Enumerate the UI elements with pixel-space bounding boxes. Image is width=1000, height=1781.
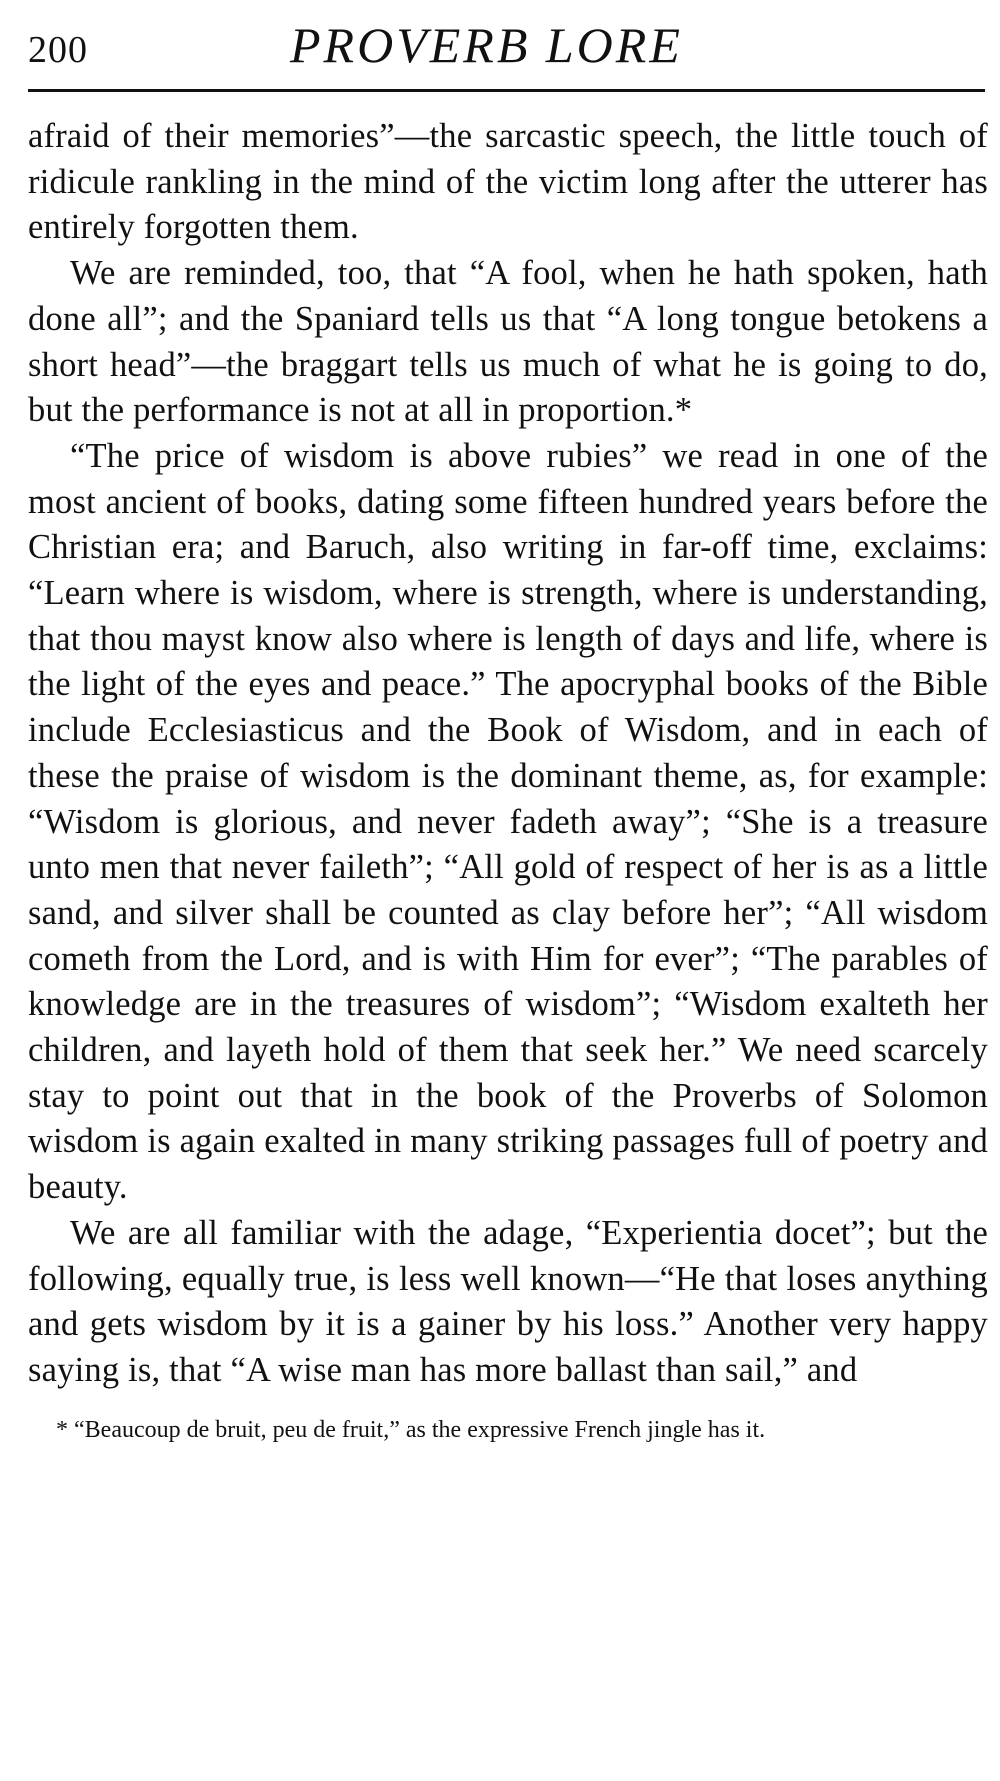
paragraph-fool: We are reminded, too, that “A fool, when he hath spoken, hath done all”; and the Spaniard tells us that “A long tongue betokens a short head”—the braggart tells us much of what he is going to do, but the performance is not at all in proportion.* xyxy=(28,254,988,430)
paragraph-experientia: We are all familiar with the adage, “Experientia docet”; but the following, equally true, is less well known—“He that loses anything and gets wisdom by it is a gainer by his loss.” Another very happy saying is, that “A wise man has more ballast than sail,” and xyxy=(28,1213,988,1389)
page-number: 200 xyxy=(28,29,88,71)
paragraph-continued: afraid of their memories”—the sarcastic speech, the little touch of ridicule rankling in the mind of the victim long after the utterer has entirely forgotten them. xyxy=(28,117,988,247)
paragraph-wisdom: “The price of wisdom is above rubies” we read in one of the most ancient of books, dating some fifteen hundred years before the Christian era; and Baruch, also writing in far-off time, exclaims: “Learn where is wisdom, where is strength, where is understanding, that thou mayst know also where is length of days and life, where is the light of the eyes and peace.” The apocryphal books of the Bible include Ecclesiasticus and the Book of Wisdom, and in each of these the praise of wisdom is the dominant theme, as, for example: “Wisdom is glorious, and never fadeth away”; “She is a treasure unto men that never faileth”; “All gold of respect of her is as a little sand, and silver shall be counted as clay before her”; “All wisdom cometh from the Lord, and is with Him for ever”; “The parables of knowledge are in the treasures of wisdom”; “Wisdom exalteth her children, and layeth hold of them that seek her.” We need scarcely stay to point out that in the book of the Proverbs of Solomon wisdom is again exalted in many striking passages full of poetry and beauty. xyxy=(28,436,988,1207)
page-header xyxy=(28,18,988,92)
footnote: * “Beaucoup de bruit, peu de fruit,” as the expressive French jingle has it. xyxy=(56,1416,766,1443)
body-text xyxy=(28,114,988,1394)
header-rule xyxy=(28,89,985,92)
running-title: PROVERB LORE xyxy=(290,17,683,73)
book-page xyxy=(28,18,988,1446)
